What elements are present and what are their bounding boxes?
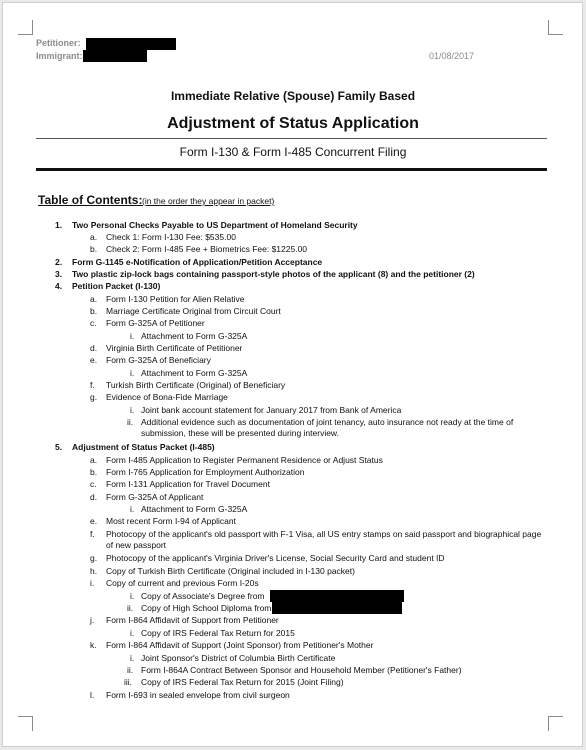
list-item: Form I-864 Affidavit of Support from Petitioner [106,615,279,625]
list-item: Copy of High School Diploma from [141,603,272,613]
list-item: Joint bank account statement for January 2017 from Bank of America [141,405,402,415]
list-number: 3. [55,269,63,279]
list-number: 2. [55,257,63,267]
list-number: e. [90,355,98,365]
list-number: f. [90,380,95,390]
list-item: Attachment to Form G-325A [141,368,248,378]
list-item: Photocopy of the applicant's Virginia Driver's License, Social Security Card and student ID [106,553,445,563]
list-number: i. [130,405,135,415]
document-subtitle: Immediate Relative (Spouse) Family Based [170,89,416,103]
immigrant-label: Immigrant: [36,51,83,61]
list-number: i. [130,653,135,663]
list-item: Marriage Certificate Original from Circuit Court [106,306,281,316]
title-divider [36,138,547,139]
list-item: Form G-325A of Beneficiary [106,355,211,365]
list-number: d. [90,492,98,502]
list-item: Attachment to Form G-325A [141,504,248,514]
list-number: h. [90,566,98,576]
list-number: c. [90,479,97,489]
list-item: Copy of IRS Federal Tax Return for 2015 [141,628,295,638]
list-number: b. [90,306,98,316]
list-number: g. [90,392,98,402]
list-number: i. [90,578,95,588]
toc-title: Table of Contents: [38,193,143,207]
list-item: Form G-325A of Applicant [106,492,204,502]
list-item: Evidence of Bona-Fide Marriage [106,392,228,402]
list-number: b. [90,244,98,254]
list-item: Adjustment of Status Packet (I-485) [72,442,215,452]
redaction-immigrant [83,50,147,62]
list-item: Two Personal Checks Payable to US Department of Homeland Security [72,220,358,230]
list-item: Copy of Turkish Birth Certificate (Original included in I-130 packet) [106,566,355,576]
list-number: i. [130,504,135,514]
list-number: f. [90,529,95,539]
list-number: ii. [127,603,134,613]
list-item: Form I-131 Application for Travel Document [106,479,270,489]
list-number: i. [130,331,135,341]
list-number: g. [90,553,98,563]
list-number: i. [130,591,135,601]
list-number: j. [90,615,95,625]
document-title: Adjustment of Status Application [167,115,419,132]
list-number: 4. [55,281,63,291]
list-item: Copy of IRS Federal Tax Return for 2015 (Joint Filing) [141,677,344,687]
list-number: i. [130,368,135,378]
list-item: Copy of current and previous Form I-20s [106,578,259,588]
list-number: c. [90,318,97,328]
list-number: 5. [55,442,63,452]
toc-note: (in the order they appear in packet) [142,196,275,206]
list-number: b. [90,467,98,477]
list-item: Petition Packet (I-130) [72,281,161,291]
list-number: l. [90,690,95,700]
list-item: Form I-693 in sealed envelope from civil surgeon [106,690,290,700]
list-item: Form I-864 Affidavit of Support (Joint Sponsor) from Petitioner's Mother [106,640,374,650]
list-item: Turkish Birth Certificate (Original) of Beneficiary [106,380,286,390]
list-item: Copy of Associate's Degree from [141,591,265,601]
crop-mark-bottom-right [548,716,563,731]
list-item: Form I-765 Application for Employment Authorization [106,467,305,477]
list-number: iii. [124,677,133,687]
list-item: Most recent Form I-94 of Applicant [106,516,236,526]
filing-type: Form I-130 & Form I-485 Concurrent Filing [179,145,407,159]
list-item: Form I-864A Contract Between Sponsor and Household Member (Petitioner's Father) [141,665,462,675]
list-number: k. [90,640,97,650]
crop-mark-bottom-left [18,716,33,731]
list-item: Additional evidence such as documentation of joint tenancy, auto insurance not ready at the time of submission, these will be presented during interview. [141,417,514,438]
list-item: Form G-325A of Petitioner [106,318,205,328]
list-number: ii. [127,665,134,675]
list-number: a. [90,232,98,242]
list-item: Form I-485 Application to Register Permanent Residence or Adjust Status [106,455,383,465]
list-number: 1. [55,220,63,230]
list-number: e. [90,516,98,526]
list-item: Joint Sponsor's District of Columbia Birth Certificate [141,653,336,663]
list-number: a. [90,294,98,304]
document-date: 01/08/2017 [429,51,475,61]
list-item: Form I-130 Petition for Alien Relative [106,294,245,304]
list-item: Photocopy of the applicant's old passport with F-1 Visa, all US entry stamps on said passport and biographical page of new passport [106,529,542,550]
list-item: Attachment to Form G-325A [141,331,248,341]
redaction-school [270,590,404,602]
heading-rule [36,168,547,171]
crop-mark-top-left [18,20,33,35]
redaction-petitioner [86,38,176,50]
list-item: Check 1: Form I-130 Fee: $535.00 [106,232,236,242]
list-item: Form G-1145 e-Notification of Application/Petition Acceptance [72,257,323,267]
list-number: i. [130,628,135,638]
list-item: Virginia Birth Certificate of Petitioner [106,343,243,353]
petitioner-label: Petitioner: [36,38,81,48]
list-number: ii. [127,417,134,427]
redaction-school [272,602,402,614]
crop-mark-top-right [548,20,563,35]
list-number: a. [90,455,98,465]
list-item: Two plastic zip-lock bags containing passport-style photos of the applicant (8) and the petitioner (2) [72,269,475,279]
list-number: d. [90,343,98,353]
list-item: Check 2: Form I-485 Fee + Biometrics Fee: $1225.00 [106,244,308,254]
